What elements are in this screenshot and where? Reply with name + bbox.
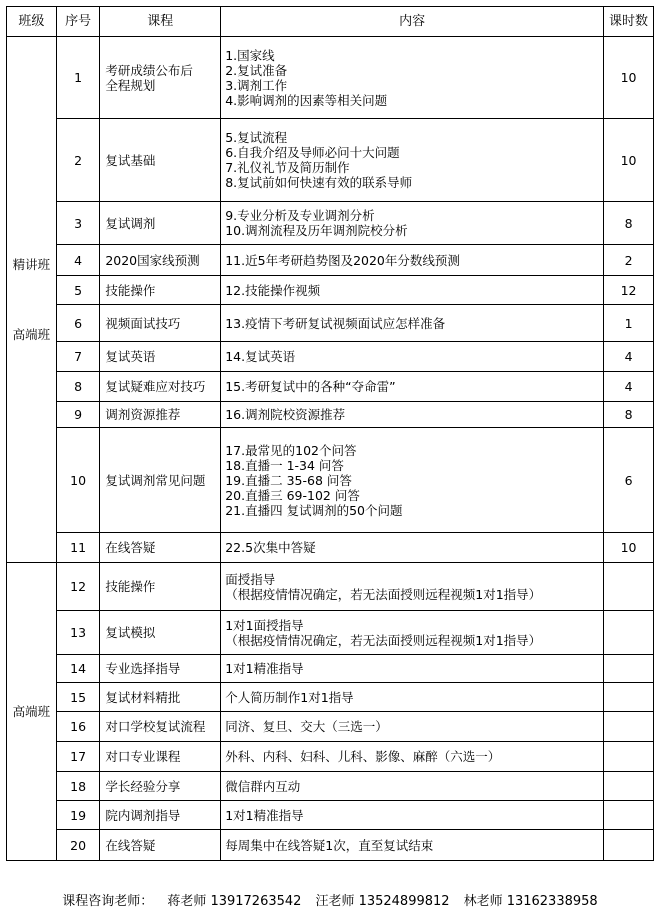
table-row [7, 37, 654, 119]
seq-cell: 12 [56, 563, 99, 611]
hours-cell: 8 [604, 202, 654, 245]
table-row [7, 772, 654, 801]
content-cell [221, 342, 604, 372]
content-line: 4.影响调剂的因素等相关问题 [225, 92, 388, 108]
hours-cell: 8 [604, 402, 654, 428]
seq-cell: 9 [56, 402, 99, 428]
course-line: 院内调剂指导 [105, 807, 181, 823]
content-line: 19.直播二 35-68 问答 [225, 472, 352, 488]
content-cell [221, 402, 604, 428]
table-row [7, 533, 654, 563]
seq-cell: 10 [56, 428, 99, 533]
course-line: 复试材料精批 [105, 689, 181, 705]
course-line: 对口专业课程 [105, 749, 181, 764]
content-cell [221, 712, 604, 742]
course-line: 全程规划 [105, 77, 156, 93]
content-line: 21.直播四 复试调剂的50个问题 [225, 502, 403, 518]
content-line: 15.考研复试中的各种“夺命雷” [225, 379, 396, 394]
content-line: 面授指导 [225, 571, 276, 587]
table-row [7, 305, 654, 342]
seq-cell: 13 [56, 611, 99, 655]
course-line: 在线答疑 [105, 540, 156, 555]
table-row [7, 563, 654, 611]
header-row [7, 7, 654, 37]
table-row [7, 276, 654, 305]
course-line: 在线答疑 [105, 837, 156, 853]
content-line: 13.疫情下考研复试视频面试应怎样准备 [225, 315, 446, 331]
content-line: 22.5次集中答疑 [225, 540, 316, 555]
table-row [7, 742, 654, 772]
content-cell [221, 772, 604, 801]
content-line: 9.专业分析及专业调剂分析 [225, 208, 375, 223]
content-cell [221, 202, 604, 245]
seq-cell: 6 [56, 305, 99, 342]
content-line: 18.直播一 1-34 问答 [225, 457, 344, 473]
content-line: 1对1精准指导 [225, 807, 304, 823]
content-cell [221, 742, 604, 772]
table-row [7, 801, 654, 830]
seq-cell: 14 [56, 655, 99, 683]
seq-cell: 5 [56, 276, 99, 305]
content-line: 12.技能操作视频 [225, 282, 321, 298]
header-hours: 课时数 [604, 7, 654, 37]
content-cell [221, 119, 604, 202]
course-line: 技能操作 [105, 579, 156, 594]
content-line: 14.复试英语 [225, 349, 296, 364]
seq-cell: 15 [56, 683, 99, 712]
course-cell [100, 742, 221, 772]
content-cell [221, 683, 604, 712]
table-row [7, 830, 654, 861]
hours-cell [604, 655, 654, 683]
course-cell [100, 533, 221, 563]
content-cell [221, 428, 604, 533]
hours-cell [604, 683, 654, 712]
seq-cell: 3 [56, 202, 99, 245]
class-label: 高端班 [12, 327, 51, 342]
hours-cell: 4 [604, 342, 654, 372]
hours-cell: 10 [604, 37, 654, 119]
table-row [7, 683, 654, 712]
table-body [7, 37, 654, 861]
table-row [7, 712, 654, 742]
course-line: 视频面试技巧 [105, 315, 181, 331]
course-line: 对口学校复试流程 [105, 719, 206, 734]
course-cell [100, 276, 221, 305]
hours-cell [604, 801, 654, 830]
hours-cell: 1 [604, 305, 654, 342]
hours-cell: 4 [604, 372, 654, 402]
seq-cell: 8 [56, 372, 99, 402]
footer-prefix [62, 894, 301, 909]
course-line: 2020国家线预测 [105, 252, 200, 268]
table-row [7, 402, 654, 428]
class-label: 精讲班 [12, 257, 51, 272]
content-cell [221, 655, 604, 683]
content-line: 1对1精准指导 [225, 661, 304, 676]
footer-prefix-text: 课程咨询老师： [62, 894, 154, 909]
seq-cell: 18 [56, 772, 99, 801]
hours-cell [604, 772, 654, 801]
seq-cell: 19 [56, 801, 99, 830]
header-course: 课程 [100, 7, 221, 37]
class-cell-section1 [7, 37, 57, 563]
class-cell-section2 [7, 563, 57, 861]
seq-cell: 2 [56, 119, 99, 202]
course-line: 复试调剂 [105, 215, 156, 231]
table-row [7, 119, 654, 202]
content-cell [221, 830, 604, 861]
course-cell [100, 37, 221, 119]
course-cell [100, 830, 221, 861]
course-line: 专业选择指导 [105, 661, 181, 676]
content-cell [221, 305, 604, 342]
table-row [7, 245, 654, 276]
header-seq: 序号 [56, 7, 99, 37]
course-cell [100, 655, 221, 683]
hours-cell [604, 712, 654, 742]
table-row [7, 655, 654, 683]
hours-cell: 10 [604, 533, 654, 563]
table-row [7, 342, 654, 372]
hours-cell: 6 [604, 428, 654, 533]
content-line: 10.调剂流程及历年调剂院校分析 [225, 223, 408, 238]
course-line: 复试疑难应对技巧 [105, 379, 206, 394]
header-content: 内容 [221, 7, 604, 37]
course-line: 学长经验分享 [105, 778, 181, 794]
course-line: 技能操作 [105, 282, 156, 298]
course-line: 复试模拟 [105, 625, 156, 640]
content-line: 1.国家线 [225, 47, 275, 63]
content-cell [221, 611, 604, 655]
content-line: 8.复试前如何快速有效的联系导师 [225, 175, 413, 190]
content-line: （根据疫情情况确定，若无法面授则远程视频1对1指导） [225, 632, 542, 648]
table-row [7, 428, 654, 533]
consult-footer [0, 890, 660, 909]
course-cell [100, 801, 221, 830]
course-cell [100, 202, 221, 245]
content-cell [221, 245, 604, 276]
content-cell [221, 801, 604, 830]
table-row [7, 611, 654, 655]
course-cell [100, 712, 221, 742]
content-line: 3.调剂工作 [225, 77, 288, 93]
course-cell [100, 342, 221, 372]
table-row [7, 202, 654, 245]
hours-cell [604, 611, 654, 655]
content-line: 7.礼仪礼节及简历制作 [225, 160, 350, 175]
content-line: 2.复试准备 [225, 62, 288, 78]
course-table [6, 6, 654, 861]
content-cell [221, 37, 604, 119]
content-line: 个人简历制作1对1指导 [225, 689, 354, 705]
seq-cell: 1 [56, 37, 99, 119]
course-cell [100, 611, 221, 655]
course-line: 考研成绩公布后 [105, 62, 193, 78]
content-line: 1对1面授指导 [225, 617, 304, 633]
content-line: 20.直播三 69-102 问答 [225, 487, 360, 503]
content-line: 16.调剂院校资源推荐 [225, 407, 346, 422]
content-cell [221, 276, 604, 305]
content-cell [221, 372, 604, 402]
course-cell [100, 428, 221, 533]
content-line: 11.近5年考研趋势图及2020年分数线预测 [225, 252, 460, 268]
content-line: 17.最常见的102个问答 [225, 442, 357, 458]
content-line: 同济、复旦、交大（三选一） [225, 719, 388, 734]
seq-cell: 16 [56, 712, 99, 742]
content-cell [221, 533, 604, 563]
course-cell [100, 119, 221, 202]
hours-cell [604, 742, 654, 772]
hours-cell [604, 830, 654, 861]
course-cell [100, 683, 221, 712]
content-line: 每周集中在线答疑1次，直至复试结束 [225, 837, 434, 853]
hours-cell: 10 [604, 119, 654, 202]
hours-cell [604, 563, 654, 611]
hours-cell: 12 [604, 276, 654, 305]
content-line: 外科、内科、妇科、儿科、影像、麻醉（六选一） [225, 749, 501, 764]
course-line: 调剂资源推荐 [105, 407, 181, 422]
content-line: （根据疫情情况确定，若无法面授则远程视频1对1指导） [225, 586, 542, 602]
content-line: 6.自我介绍及导师必问十大问题 [225, 145, 400, 160]
course-cell [100, 372, 221, 402]
header-class: 班级 [7, 7, 57, 37]
course-line: 复试英语 [105, 349, 156, 364]
course-cell [100, 772, 221, 801]
seq-cell: 20 [56, 830, 99, 861]
course-line: 复试基础 [105, 152, 156, 168]
course-cell [100, 402, 221, 428]
course-line: 复试调剂常见问题 [105, 472, 206, 488]
hours-cell: 2 [604, 245, 654, 276]
course-cell [100, 305, 221, 342]
seq-cell: 7 [56, 342, 99, 372]
footer-contact-3: 林老师 13162338958 [463, 894, 598, 909]
table-row [7, 372, 654, 402]
class-label: 高端班 [12, 704, 51, 719]
seq-cell: 11 [56, 533, 99, 563]
content-line: 5.复试流程 [225, 130, 288, 145]
footer-contact-1: 蒋老师 13917263542 [167, 894, 302, 909]
seq-cell: 4 [56, 245, 99, 276]
seq-cell: 17 [56, 742, 99, 772]
course-cell [100, 245, 221, 276]
content-line: 微信群内互动 [225, 778, 301, 794]
footer-contact-2: 汪老师 13524899812 [315, 894, 450, 909]
content-cell [221, 563, 604, 611]
course-cell [100, 563, 221, 611]
